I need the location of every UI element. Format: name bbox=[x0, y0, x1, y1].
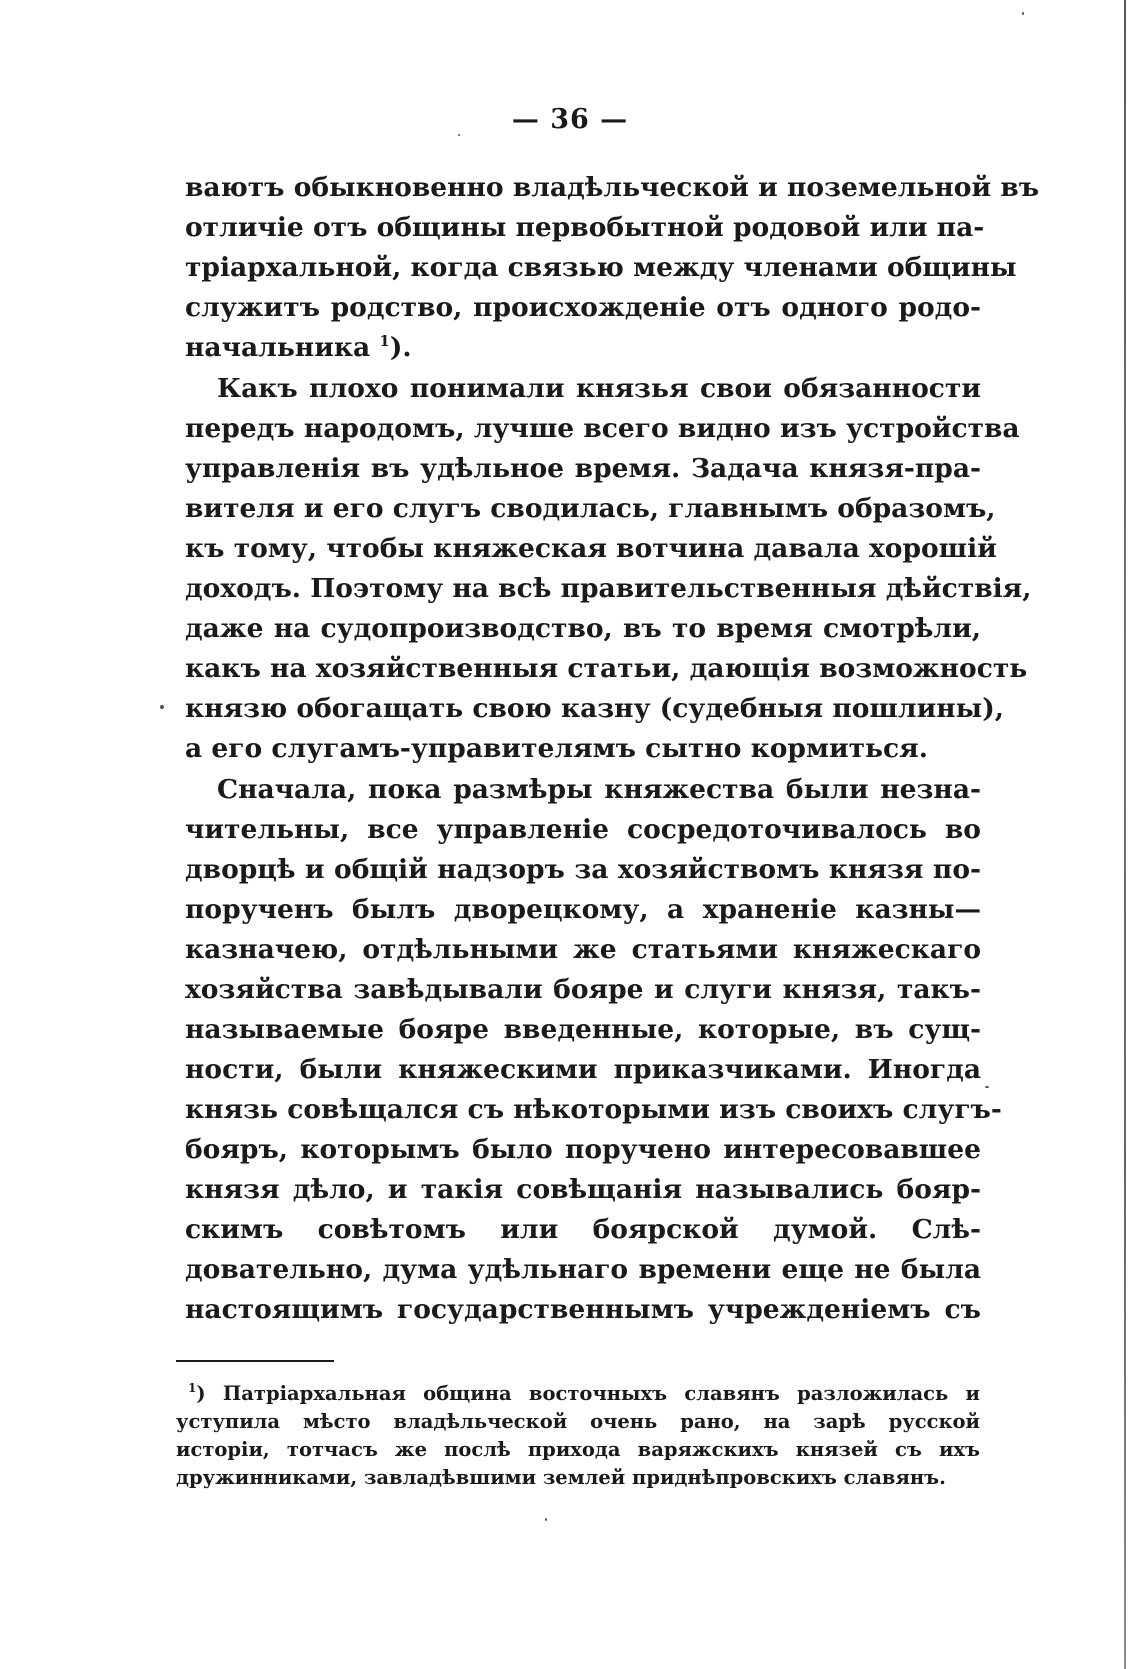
text-line: бояръ, которымъ было поручено интересовавшее bbox=[185, 1134, 981, 1165]
scan-speck bbox=[1022, 12, 1024, 15]
text-line: Какъ плохо понимали князья свои обязанности bbox=[217, 373, 981, 404]
text-line: чительны, все управленіе сосредоточивалось во bbox=[185, 814, 981, 845]
text-line: настоящимъ государственнымъ учрежденіемъ съ bbox=[185, 1294, 981, 1325]
text-line: вителя и его слугъ сводилась, главнымъ образомъ, bbox=[185, 493, 996, 524]
page-number: — 36 — bbox=[511, 104, 629, 135]
text-line: тріархальной, когда связью между членами общины bbox=[185, 252, 1017, 283]
text-line: князь совѣщался съ нѣкоторыми изъ своихъ слугъ- bbox=[185, 1094, 1002, 1125]
footnote-line: дружинниками, завладѣвшими землей приднѣпровскихъ славянъ. bbox=[176, 1466, 946, 1489]
text-line: довательно, дума удѣльнаго времени еще не была bbox=[185, 1254, 981, 1285]
text-line: передъ народомъ, лучше всего видно изъ устройства bbox=[185, 413, 1020, 444]
body-text bbox=[185, 168, 1040, 1330]
footnote-divider bbox=[176, 1360, 334, 1362]
text-fragment: ). bbox=[389, 332, 412, 363]
text-line: ваютъ обыкновенно владѣльческой и поземельной въ bbox=[185, 172, 1040, 203]
text-fragment: начальника bbox=[185, 332, 371, 363]
text-line bbox=[185, 328, 981, 368]
footnote-line: уступила мѣсто владѣльческой очень рано, на зарѣ русской bbox=[176, 1410, 980, 1433]
text-line: ности, были княжескими приказчиками. Иногда bbox=[185, 1054, 981, 1085]
text-line: какъ на хозяйственныя статьи, дающія возможность bbox=[185, 653, 1028, 684]
text-line: скимъ совѣтомъ или боярской думой. Слѣ- bbox=[185, 1214, 981, 1245]
footnote-line: исторіи, тотчасъ же послѣ прихода варяжскихъ князей съ ихъ bbox=[176, 1438, 980, 1461]
text-line: князю обогащать свою казну (судебныя пошлины), bbox=[185, 693, 1004, 724]
text-line: отличіе отъ общины первобытной родовой или па- bbox=[185, 212, 985, 243]
text-line: доходъ. Поэтому на всѣ правительственныя дѣйствія, bbox=[185, 573, 1032, 604]
text-line: князя дѣло, и такія совѣщанія назывались бояр- bbox=[185, 1174, 981, 1205]
footnote bbox=[176, 1380, 980, 1492]
scan-edge-shadow bbox=[1124, 0, 1126, 1669]
text-line: хозяйства завѣдывали бояре и слуги князя, такъ- bbox=[185, 974, 981, 1005]
text-line: къ тому, чтобы княжеская вотчина давала хорошій bbox=[185, 533, 997, 564]
text-line: управленія въ удѣльное время. Задача князя-пра- bbox=[185, 453, 981, 484]
text-line: Сначала, пока размѣры княжества были незна- bbox=[217, 774, 981, 805]
scan-speck bbox=[458, 134, 460, 136]
footnote-marker: 1 bbox=[188, 1381, 197, 1395]
text-line: казначею, отдѣльными же статьями княжескаго bbox=[185, 934, 981, 965]
text-line: даже на судопроизводство, въ то время смотрѣли, bbox=[185, 613, 981, 644]
text-line: а его слугамъ-управителямъ сытно кормиться. bbox=[185, 733, 928, 764]
text-line: дворцѣ и общій надзоръ за хозяйствомъ князя по- bbox=[185, 854, 981, 885]
scan-speck bbox=[985, 1086, 989, 1088]
text-line: служитъ родство, происхожденіе отъ одного родо- bbox=[185, 292, 981, 323]
footnote-line bbox=[176, 1380, 980, 1408]
text-fragment: ) Патріархальная община восточныхъ славянъ разложилась и bbox=[196, 1382, 980, 1405]
footnote-reference: 1 bbox=[379, 332, 390, 350]
scan-speck bbox=[545, 1518, 547, 1521]
scan-speck bbox=[160, 705, 164, 709]
text-line: порученъ былъ дворецкому, а храненіе казны— bbox=[185, 894, 981, 925]
text-line: называемые бояре введенные, которые, въ сущ- bbox=[185, 1014, 981, 1045]
